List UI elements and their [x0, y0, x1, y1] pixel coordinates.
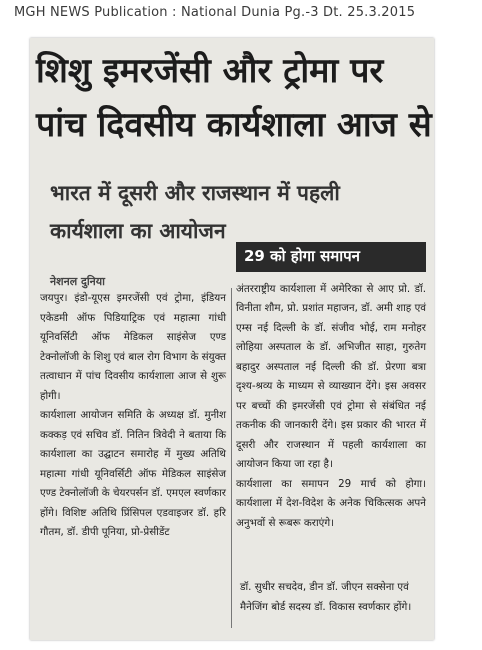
- headline-line-1: शिशु इमरजेंसी और ट्रोमा पर: [36, 51, 384, 91]
- column-divider: [231, 288, 232, 628]
- article-paragraph: कार्यशाला आयोजन समिति के अध्यक्ष डॉ. मुनीश कक्कड़ एवं सचिव डॉ. नितिन त्रिवेदी ने बताया कि कार्यशाला का उद्घाटन समारोह में मुख्य अतिथि महात्मा गांधी यूनिवर्सिटी ऑफ मेडिकल साइंसेज एण्ड टेक्नोलॉजी के चेयरपर्सन डॉ. एमएल स्वर्णकार होंगे। विशिष्ट अतिथि प्रिंसिपल एडवाइजर डॉ. हरि गौतम, डॉ. डीपी पूनिया, प्रो-प्रेसीडेंट: [40, 409, 226, 538]
- headline: [36, 44, 432, 156]
- article-column-left: [40, 289, 226, 543]
- article-paragraph: अंतरराष्ट्रीय कार्यशाला में अमेरिका से आए प्रो. डॉ. विनीता शौम, प्रो. प्रशांत महाजन, डॉ. अमी शाह एवं एम्स नई दिल्ली के डॉ. संजीव भोई, राम मनोहर लोहिया अस्पताल के डॉ. अभिजीत साहा, गुरुतेग बहादुर अस्पताल नई दिल्ली की डॉ. प्रेरणा बत्रा दृश्य-श्रव्य के माध्यम से व्याख्यान देंगे। इस अवसर पर बच्चों की इमरजेंसी एवं ट्रोमा से संबंधित नई तकनीक की जानकारी देंगे। इस प्रकार की भारत में दूसरी और राजस्थान में पहली कार्यशाला का आयोजन किया जा रहा है।: [236, 282, 426, 470]
- article-continuation: डॉ. सुधीर सचदेव, डीन डॉ. जीएन सक्सेना एवं मैनेजिंग बोर्ड सदस्य डॉ. विकास स्वर्णकार होंगे।: [240, 581, 412, 613]
- newspaper-name: National Dunia: [181, 5, 281, 20]
- article-column-right: [236, 242, 426, 533]
- closing-date-banner: 29 को होगा समापन: [236, 242, 426, 272]
- publication-header: [14, 5, 474, 27]
- subheadline-line-2: कार्यशाला का आयोजन: [50, 219, 226, 243]
- article-paragraph: जयपुर। इंडो-यूएस इमरजेंसी एवं ट्रोमा, इंडियन एकेडमी ऑफ पिडियाट्रिक एवं महात्मा गांधी यूनिवर्सिटी ऑफ मेडिकल साइंसेज एण्ड टेक्नोलॉजी के शिशु एवं बाल रोग विभाग के संयुक्त तत्वाधान में पांच दिवसीय कार्यशाला आज से शुरू होगी।: [40, 292, 226, 402]
- page-number: Pg.-3: [284, 5, 319, 20]
- byline: नेशनल दुनिया: [50, 275, 106, 288]
- article-paragraph: कार्यशाला का समापन 29 मार्च को होगा। कार्यशाला में देश-विदेश के अनेक चिकित्सक अपने अनुभवों से रूबरू कराएंगे।: [236, 477, 426, 529]
- subheadline-line-1: भारत में दूसरी और राजस्थान में पहली: [50, 181, 340, 205]
- newspaper-clipping: [30, 38, 434, 640]
- publication-date: Dt. 25.3.2015: [323, 5, 416, 20]
- publication-label: Publication :: [94, 5, 177, 20]
- headline-line-2: पांच दिवसीय कार्यशाला आज से: [36, 105, 432, 145]
- publisher-name: MGH NEWS: [14, 5, 90, 20]
